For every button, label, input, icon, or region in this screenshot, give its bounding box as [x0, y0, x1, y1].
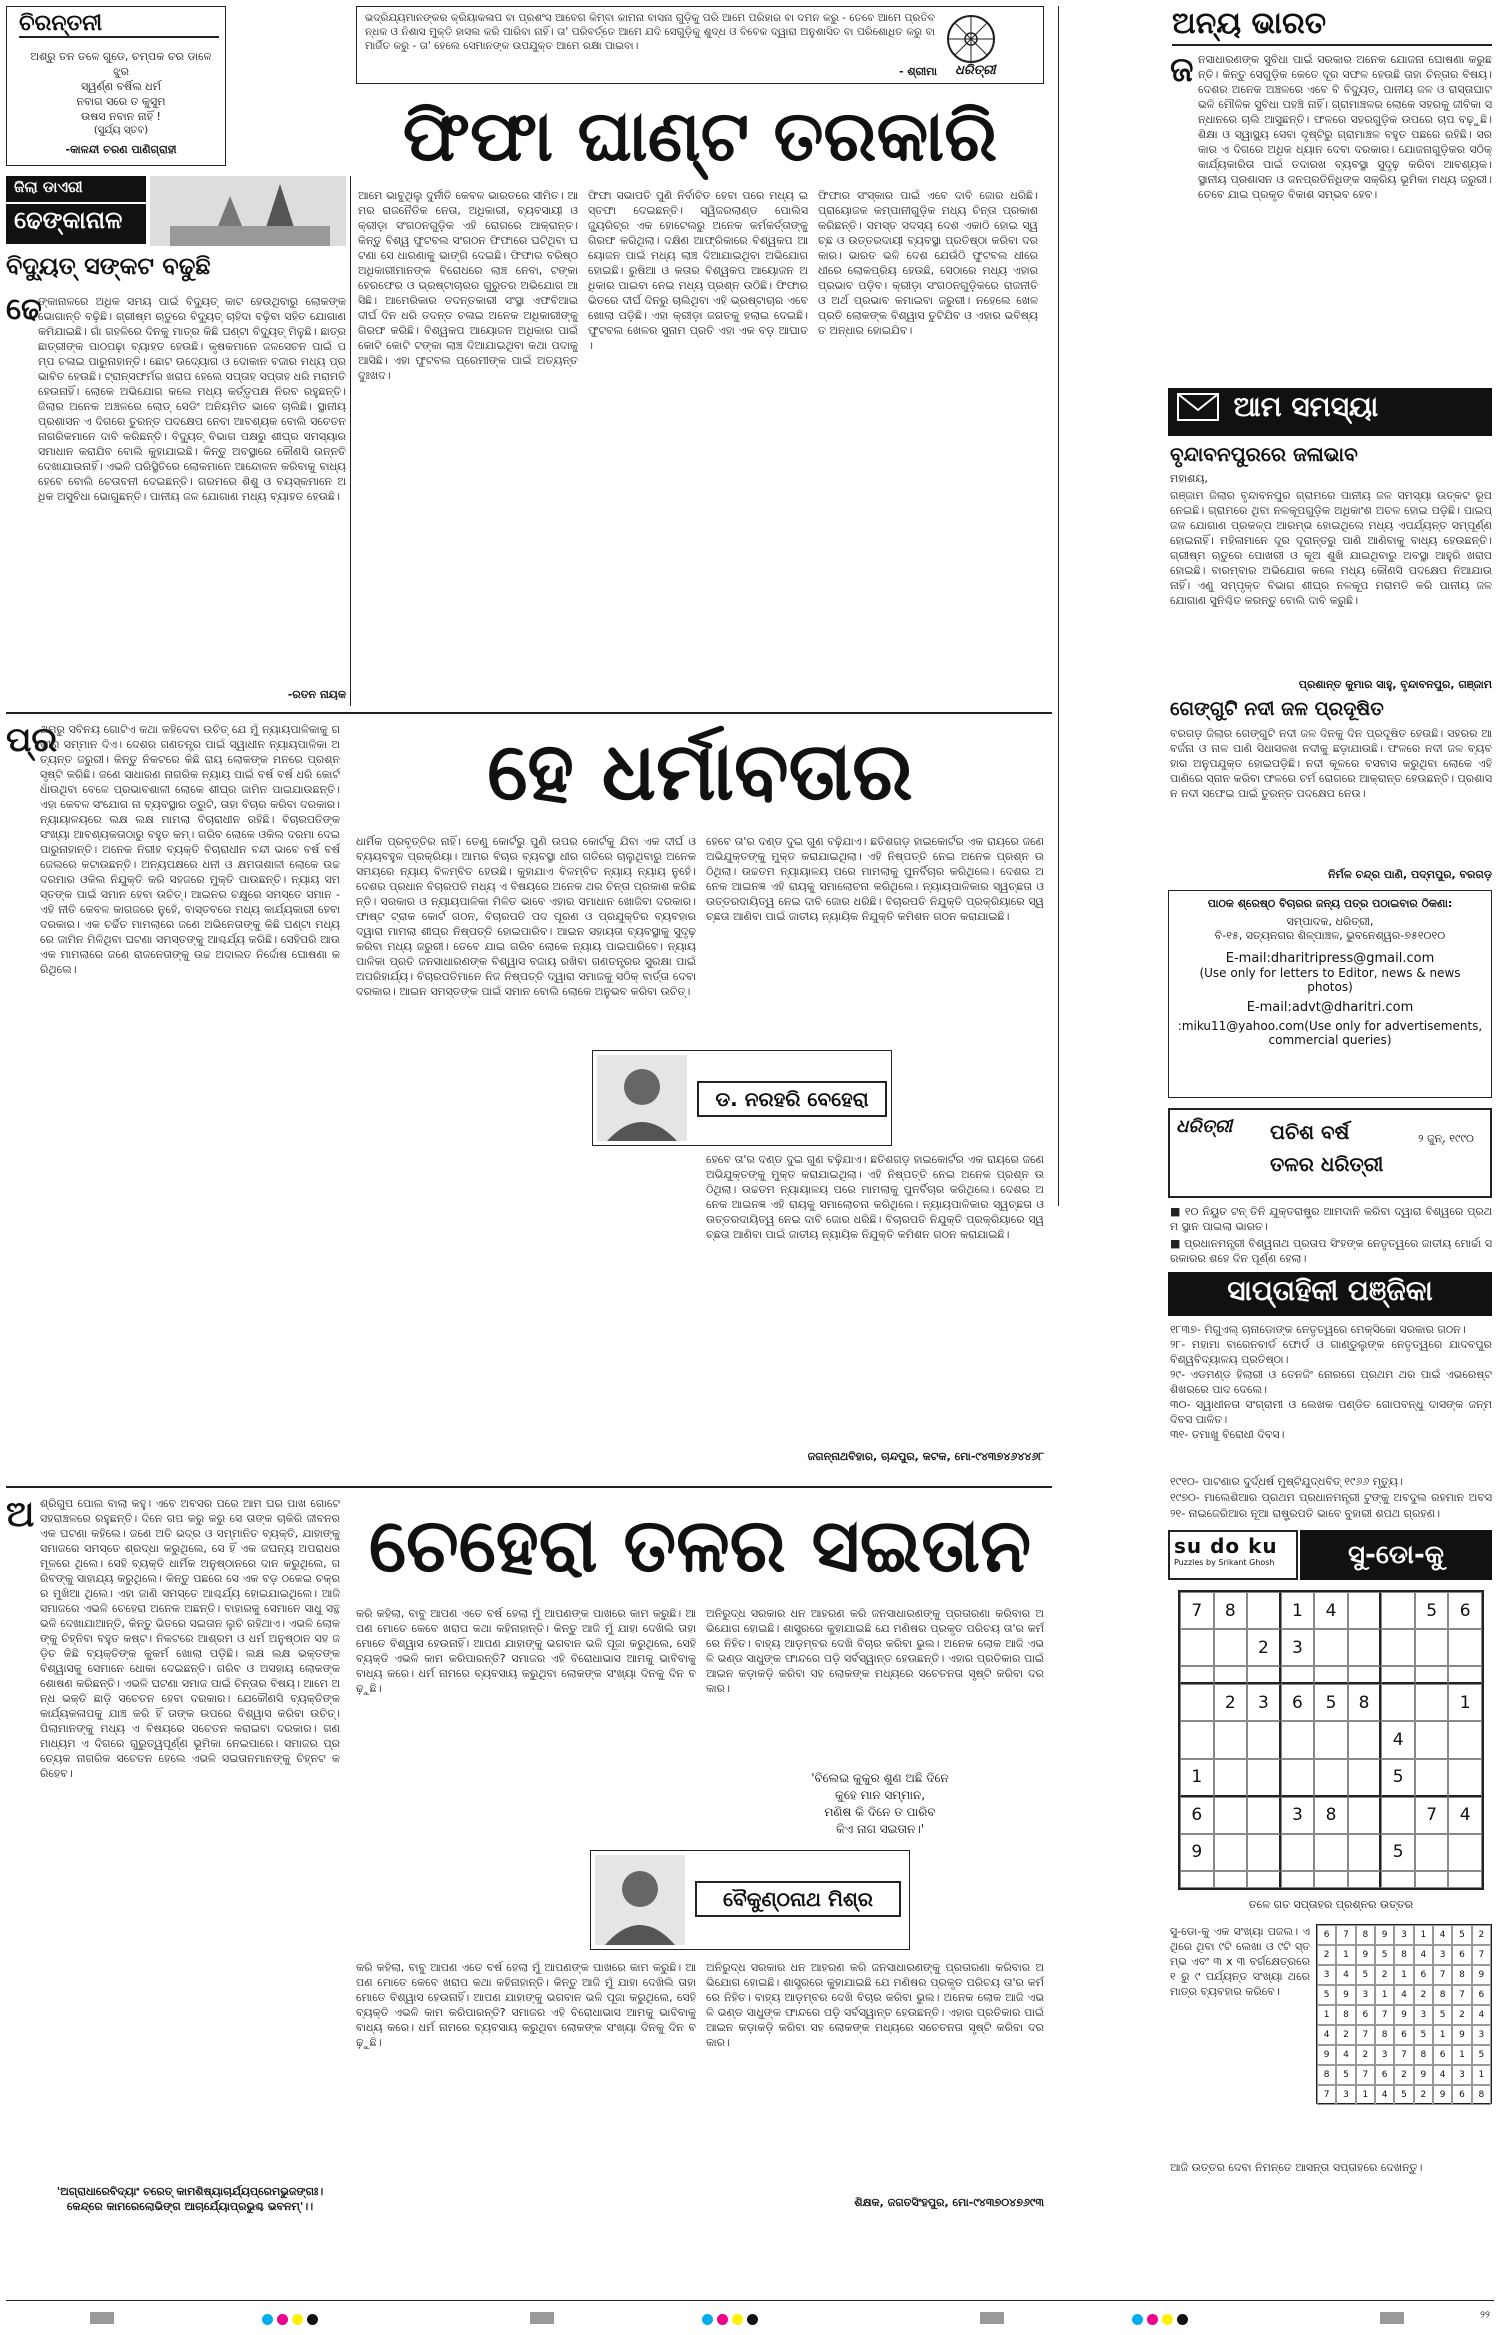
- sudoku-cell[interactable]: [1314, 1759, 1348, 1797]
- sudoku-solution-cell: 5: [1317, 1985, 1336, 2005]
- sudoku-solution-cell: 7: [1433, 1965, 1452, 1985]
- sudoku-solution-cell: 6: [1317, 1925, 1336, 1945]
- sudoku-title: ସୁ-ଡୋ-କୁ: [1300, 1530, 1492, 1580]
- fifa-col-3: ଫିଫାର ସଂସ୍କାର ପାଇଁ ଏବେ ଦାବି ଜୋର ଧରିଛି। ପ୍ରାୟୋଜକ କମ୍ପାନୀଗୁଡ଼ିକ ମଧ୍ୟ ଚିନ୍ତା ପ୍ରକାଶ କରିଛନ୍ତି। ସମସ୍ତ ସଦସ୍ୟ ଦେଶ ଏକାଠି ହୋଇ ସ୍ୱଚ୍ଛ ଓ ଉତ୍ତରଦାୟୀ ବ୍ୟବସ୍ଥା ପ୍ରତିଷ୍ଠା କରିବା ଦରକାର। ଭାରତ ଭଳି ଦେଶ ଯେଉଁଠି ଫୁଟବଲ ଧୀରେ ଧୀରେ ଲୋକପ୍ରିୟ ହେଉଛି, ସେଠାରେ ମଧ୍ୟ ଏହାର ପ୍ରଭାବ ପଡ଼ିବ। କ୍ରୀଡ଼ା ସଂଗଠନଗୁଡ଼ିକରେ ରାଜନୀତି ଓ ଅର୍ଥ ପ୍ରଭାବ କମାଇବା ଜରୁରୀ। ନହେଲେ ଖେଳ ପ୍ରତି ଲୋକଙ୍କ ବିଶ୍ୱାସ ତୁଟିଯିବ ଓ ଏହାର ଭବିଷ୍ୟତ ଅନ୍ଧାର ହୋଇଯିବ।: [818, 189, 1038, 337]
- sudoku-cell[interactable]: [1247, 1797, 1281, 1834]
- chehera-dropcap: ଅ: [6, 1494, 35, 1535]
- saptahik-title: ସାପ୍ତାହିକୀ ପଞ୍ଜିକା: [1168, 1272, 1492, 1316]
- sudoku-solution-cell: 8: [1472, 2085, 1491, 2105]
- sudoku-solution-cell: 7: [1394, 2045, 1413, 2065]
- adhunik-body: ନସାଧାରଣଙ୍କ ସୁବିଧା ପାଇଁ ସରକାର ଅନେକ ଯୋଜନା ଘୋଷଣା କରୁଛନ୍ତି। କିନ୍ତୁ ସେଗୁଡ଼ିକ କେତେ ଦୂର ସଫଳ ହେଉଛି ତାହା ଚିନ୍ତାର ବିଷୟ। ଦେଶର ଅନେକ ଅଞ୍ଚଳରେ ଏବେ ବି ବିଦ୍ୟୁତ୍, ପାନୀୟ ଜଳ ଓ ରାସ୍ତାଘାଟ ଭଳି ମୌଳିକ ସୁବିଧା ପହଞ୍ଚି ନାହିଁ। ଗ୍ରାମାଞ୍ଚଳର ଲୋକେ ସହରକୁ ଜୀବିକା ସନ୍ଧାନରେ ଚାଲି ଆସୁଛନ୍ତି। ଫଳରେ ସହରଗୁଡ଼ିକ ଉପରେ ଚାପ ବଢ଼ୁଛି। ଶିକ୍ଷା ଓ ସ୍ୱାସ୍ଥ୍ୟ ସେବା ଦୃଷ୍ଟିରୁ ଗ୍ରାମାଞ୍ଚଳ ବହୁତ ପଛରେ ରହିଛି। ସରକାର ଏ ଦିଗରେ ଅଧିକ ଧ୍ୟାନ ଦେବା ଦରକାର। ଯୋଜନାଗୁଡ଼ିକର ସଠିକ୍ କାର୍ଯ୍ୟକାରିତା ପାଇଁ ତଦାରଖ ବ୍ୟବସ୍ଥା ସୁଦୃଢ଼ କରିବା ଆବଶ୍ୟକ। ସ୍ଥାନୀୟ ପ୍ରଶାସନ ଓ ଜନପ୍ରତିନିଧିଙ୍କ ସକ୍ରିୟ ଭୂମିକା ମଧ୍ୟ ଜରୁରୀ। ତେବେ ଯାଇ ପ୍ରକୃତ ବିକାଶ ସମ୍ଭବ ହେବ।: [1198, 53, 1492, 201]
- jila-headline: ବିଦ୍ୟୁତ୍ ସଙ୍କଟ ବଢୁଛି: [6, 252, 211, 280]
- letter1-headline: ବୃନ୍ଦାବନପୁରରେ ଜଳାଭାବ: [1170, 442, 1358, 466]
- sudoku-cell[interactable]: [1415, 1834, 1449, 1871]
- sudoku-howto: ସୁ-ଡୋ-କୁ ଏକ ସଂଖ୍ୟା ପଜଲ। ଏଥିରେ ଥିବା ୯ଟି ଲେଖା ଓ ୯ଟି ସ୍ତମ୍ଭ ଏବଂ ୩ x ୩ ବର୍ଗକ୍ଷେତ୍ରରେ ୧ ରୁ ୯ ପର୍ଯ୍ୟନ୍ତ ସଂଖ୍ୟା ଥରେ ମାତ୍ର ବ୍ୟବହାର କରିବେ।: [1170, 1925, 1310, 1998]
- sudoku-cell[interactable]: [1415, 1629, 1449, 1666]
- chehera-mid-col: କରି କହିଲା, ବାବୁ ଆପଣ ଏତେ ବର୍ଷ ହେଲା ମୁଁ ଆପଣଙ୍କ ପାଖରେ କାମ କରୁଛି। ଆପଣ ମୋତେ କେବେ ଖରାପ କଥା କହିନାହାନ୍ତି। କିନ୍ତୁ ଆଜି ମୁଁ ଯାହା ଦେଖିଲି ତାହା ମୋତେ ବିଶ୍ୱାସ ହେଉନାହିଁ। ଆପଣ ଯାହାଙ୍କୁ ଭଗବାନ ଭଳି ପୂଜା କରୁଥିଲେ, ସେହି ବ୍ୟକ୍ତି ଏଭଳି କାମ କରିପାରନ୍ତି? ସମାଜର ଏହି ବିରୋଧାଭାସ ଆମକୁ ଭାବିବାକୁ ବାଧ୍ୟ କରେ। ଧର୍ମ ନାମରେ ବ୍ୟବସାୟ କରୁଥିବା ଲୋକଙ୍କ ସଂଖ୍ୟା ଦିନକୁ ଦିନ ବଢ଼ୁଛି।: [356, 1607, 696, 1695]
- dharma-address: ଜଗନ୍ନାଥବିହାର, ଚାନ୍ଦପୁର, କଟକ, ମୋ-୯୪୩୭୪୬୪୪୬୮: [807, 1450, 1044, 1463]
- sudoku-cell[interactable]: 5: [1381, 1834, 1415, 1871]
- dharitri-mini-logo: ଧରିତ୍ରୀ: [1176, 1116, 1233, 1137]
- sudoku-caption: ତଳେ ଗତ ସପ୍ତାହର ପ୍ରଶ୍ନର ଉତ୍ତର: [1248, 1898, 1414, 1911]
- sudoku-solution-cell: 5: [1356, 1965, 1375, 1985]
- contact-intro: ପାଠକ ଶ୍ରେଷ୍ଠ ବିଚାରର ଜନ୍ୟ ପତ୍ର ପଠାଇବାର ଠିକଣା:: [1207, 897, 1453, 910]
- sudoku-cell[interactable]: [1348, 1721, 1382, 1758]
- sudoku-cell[interactable]: [1314, 1629, 1348, 1666]
- pachisha-item-1: ■ ୧୦ ନିୟୁତ ଟନ୍ ତିନି ଯୁକ୍ତରାଷ୍ଟ୍ର ଆମଦାନି କରିବା ଦ୍ୱାରା ବିଶ୍ୱରେ ପ୍ରଥମ ସ୍ଥାନ ପାଇଲା ଭାରତ।: [1170, 1205, 1492, 1233]
- sudoku-cell[interactable]: 1: [1281, 1592, 1315, 1629]
- sudoku-credit: Puzzles by Srikant Ghosh: [1174, 1558, 1275, 1567]
- sudoku-solution-cell: 1: [1356, 2085, 1375, 2105]
- sudoku-cell[interactable]: [1247, 1834, 1281, 1871]
- sudoku-cell[interactable]: [1214, 1871, 1248, 1888]
- contact-address: ବି-୧୫, ସତ୍ୟନଗର ଶିଳ୍ପାଞ୍ଚଳ, ଭୁବନେଶ୍ୱର-୭୫୧୦୧୦: [1214, 929, 1446, 942]
- sudoku-cell[interactable]: 4: [1448, 1797, 1482, 1834]
- sudoku-solution-cell: 9: [1433, 2085, 1452, 2105]
- sudoku-cell[interactable]: [1381, 1666, 1415, 1684]
- sudoku-cell[interactable]: [1214, 1666, 1248, 1684]
- sudoku-solution-cell: 9: [1472, 1965, 1491, 1985]
- sudoku-cell[interactable]: [1180, 1684, 1214, 1721]
- sudoku-cell[interactable]: [1214, 1629, 1248, 1666]
- author-photo-icon: [595, 1855, 685, 1945]
- sudoku-solution-cell: 2: [1472, 1925, 1491, 1945]
- sudoku-solution-cell: 7: [1472, 1945, 1491, 1965]
- sudoku-solution-cell: 1: [1472, 2065, 1491, 2085]
- sudoku-solution-cell: 2: [1394, 2065, 1413, 2085]
- letter1-salute: ମହାଶୟ,: [1170, 472, 1208, 485]
- saptahik-foot-1: ୧୯୧୦- ପାଟଣାର ଦୁର୍ଦ୍ଧର୍ଷ ମୁଷ୍ଟିଯୁଦ୍ଧବିତ୍ ୧୯୬୬ ମୃତ୍ୟୁ।: [1170, 1475, 1403, 1488]
- fifa-col-1: ଆମେ ଭାବୁଥିଲୁ ଦୁର୍ନୀତି କେବଳ ଭାରତରେ ସୀମିତ। ଆମର ରାଜନୈତିକ ନେତା, ଅଧିକାରୀ, ବ୍ୟବସାୟୀ ଓ କ୍ରୀଡ଼ା ସଂଗଠନଗୁଡ଼ିକ ଏହି ରୋଗରେ ଆକ୍ରାନ୍ତ। କିନ୍ତୁ ବିଶ୍ୱ ଫୁଟବଲ ସଂଗଠନ ଫିଫାରେ ଘଟିଥିବା ଘଟଣା ସେ ଧାରଣାକୁ ଭାଙ୍ଗି ଦେଇଛି। ଫିଫାର ବରିଷ୍ଠ ଅଧିକାରୀମାନଙ୍କ ବିରୋଧରେ ଲାଞ୍ଚ ନେବା, ଟଙ୍କା ହେରଫେର ଓ ଭ୍ରଷ୍ଟାଚାରର ଗୁରୁତର ଅଭିଯୋଗ ଆସିଛି। ଆମେରିକାର ତଦନ୍ତକାରୀ ସଂସ୍ଥା ଏଫବିଆଇ ଦୀର୍ଘ ଦିନ ଧରି ତଦନ୍ତ ଚଳାଇ ଅନେକ ଅଧିକାରୀଙ୍କୁ ଗିରଫ କରିଛି। ବିଶ୍ୱକପ ଆୟୋଜନ ଅଧିକାର ପାଇଁ କୋଟି କୋଟି ଟଙ୍କା ଲାଞ୍ଚ ଦିଆଯାଇଥିବା କଥା ପଦାକୁ ଆସିଛି। ଏହା ଫୁଟବଲ ପ୍ରେମୀଙ୍କ ପାଇଁ ଅତ୍ୟନ୍ତ ଦୁଃଖଦ।: [358, 189, 578, 382]
- letter2-body: ବରଗଡ଼ ଜିଲାର ଗେଙ୍ଗୁଟି ନଦୀ ଜଳ ଦିନକୁ ଦିନ ପ୍ରଦୂଷିତ ହେଉଛି। ସହରର ଆବର୍ଜନା ଓ ନାଳ ପାଣି ସିଧାସଳଖ ନଦୀକୁ ଛଡ଼ାଯାଉଛି। ଫଳରେ ନଦୀ ଜଳ ବ୍ୟବହାର ଅନୁପଯୁକ୍ତ ହୋଇପଡ଼ିଛି। ନଦୀ କୂଳରେ ବସବାସ କରୁଥିବା ଲୋକେ ଏହି ପାଣିରେ ସ୍ନାନ କରିବା ଫଳରେ ଚର୍ମ ରୋଗରେ ଆକ୍ରାନ୍ତ ହେଉଛନ୍ତି। ପ୍ରଶାସନ ନଦୀ ସଫେଇ ପାଇଁ ତୁରନ୍ତ ପଦକ୍ଷେପ ନେଉ।: [1170, 727, 1492, 800]
- contact-email-2[interactable]: E-mail:advt@dharitri.com: [1246, 1000, 1414, 1015]
- sudoku-solution-cell: 3: [1414, 2005, 1433, 2025]
- sudoku-cell[interactable]: [1180, 1629, 1214, 1666]
- jila-label: ଜିଲା ଡାଏରୀ: [6, 176, 146, 202]
- sudoku-cell[interactable]: [1348, 1759, 1382, 1797]
- sudoku-cell[interactable]: [1180, 1871, 1214, 1888]
- chehera-author-box: [590, 1850, 910, 1950]
- adhunik-dropcap: ଜ: [1170, 50, 1194, 90]
- sudoku-cell[interactable]: [1281, 1721, 1315, 1758]
- sudoku-answer-note: ଆଜି ଉତ୍ତର ଦେବା ନିମନ୍ତେ ଆସନ୍ତା ସପ୍ତାହରେ ଦେଖନ୍ତୁ।: [1170, 2161, 1423, 2174]
- sudoku-cell[interactable]: 3: [1281, 1797, 1315, 1834]
- registration-marks: [0, 2308, 1500, 2328]
- color-dots-right: [1130, 2310, 1190, 2329]
- sudoku-solution-cell: 8: [1356, 1925, 1375, 1945]
- sudoku-solution-cell: 2: [1414, 1985, 1433, 2005]
- sudoku-solution-cell: 8: [1433, 1985, 1452, 2005]
- sudoku-logo-text: su do ku: [1174, 1534, 1278, 1558]
- chehera-author: ବୈକୁଣ୍ଠନାଥ ମିଶ୍ର: [695, 1881, 901, 1917]
- sudoku-solution-cell: 1: [1336, 1945, 1355, 1965]
- headline-chehera: ଚେହେରା ତଳର ସଇତାନ: [368, 1503, 1032, 1589]
- sudoku-cell[interactable]: 8: [1314, 1797, 1348, 1834]
- sudoku-cell[interactable]: [1448, 1629, 1482, 1666]
- chiranatani-title: ଚିରନ୍ତନୀ: [19, 11, 219, 38]
- sudoku-cell[interactable]: [1348, 1871, 1382, 1888]
- sudoku-cell[interactable]: [1448, 1721, 1482, 1758]
- sudoku-cell[interactable]: [1247, 1666, 1281, 1684]
- sudoku-solution-cell: 1: [1375, 1985, 1394, 2005]
- sudoku-solution-cell: 4: [1433, 2065, 1452, 2085]
- sudoku-solution-cell: 7: [1336, 1925, 1355, 1945]
- sudoku-cell[interactable]: 2: [1214, 1684, 1248, 1721]
- sudoku-cell[interactable]: [1180, 1721, 1214, 1758]
- sudoku-solution-cell: 3: [1394, 1925, 1413, 1945]
- sudoku-solution-cell: 9: [1317, 2045, 1336, 2065]
- sudoku-solution-cell: 6: [1375, 2065, 1394, 2085]
- sudoku-solution-cell: 5: [1433, 2005, 1452, 2025]
- jila-author: -ରତନ ନାୟକ: [287, 688, 346, 701]
- sudoku-cell[interactable]: [1448, 1834, 1482, 1871]
- sudoku-solution-cell: 5: [1472, 2045, 1491, 2065]
- sudoku-solution-cell: 1: [1452, 2045, 1471, 2065]
- quote-text: ଭଦ୍ରିଯ୍ୟମାନଙ୍କର କ୍ରିୟାକଳାପ ବା ପ୍ରଶଂସ ଆବେଗ କିମ୍ବା କାମନା ବାସନା ଗୁଡ଼ିକୁ ପରି ଆମେ ପରିହାର ବା ଦମନ କରୁ - ତେବେ ଆମେ ପ୍ରତିବନ୍ଧକ ଓ ନିଶାସ ମୁକ୍ତି ହାସଲ କରି ପାରିବା ନାହିଁ। ତା' ପରିବର୍ତ୍ତେ ଆମେ ଯଦି ସେଗୁଡ଼ିକୁ ଶୁଦ୍ଧ ଓ ବିବେକ ଦ୍ୱାରା ଅନୁଶାସିତ ବା ପରିଶୋଧିତ କରୁ ବା ମାର୍ଜିତ କରୁ - ତା' ହେଲେ ସେମାନଙ୍କ ଉପଯୁକ୍ତ ଆମେ ରକ୍ଷା ପାଇବା।: [365, 12, 935, 52]
- sudoku-cell[interactable]: [1381, 1797, 1415, 1834]
- sudoku-cell[interactable]: [1348, 1629, 1382, 1666]
- sudoku-solution-cell: 8: [1317, 2065, 1336, 2085]
- sudoku-cell[interactable]: [1448, 1759, 1482, 1797]
- sudoku-cell[interactable]: 2: [1247, 1629, 1281, 1666]
- sudoku-solution-cell: 3: [1336, 2085, 1355, 2105]
- sudoku-solution-cell: 4: [1375, 2085, 1394, 2105]
- sudoku-cell[interactable]: [1281, 1666, 1315, 1684]
- sudoku-cell[interactable]: [1247, 1592, 1281, 1629]
- sudoku-solution-cell: 9: [1452, 2025, 1471, 2045]
- contact-email-1[interactable]: E-mail:dharitripress@gmail.com: [1225, 951, 1435, 966]
- sudoku-solution-cell: 6: [1452, 2085, 1471, 2105]
- sudoku-solution-cell: 2: [1375, 1965, 1394, 1985]
- chakra-emblem-icon: [945, 13, 997, 65]
- sudoku-solution-cell: 2: [1356, 2045, 1375, 2065]
- color-dots-mid: [700, 2310, 760, 2329]
- sudoku-cell[interactable]: [1214, 1721, 1248, 1758]
- sudoku-solution-cell: 3: [1375, 2045, 1394, 2065]
- sudoku-cell[interactable]: 1: [1180, 1759, 1214, 1797]
- quote-author: - ଶ୍ରୀମା: [898, 65, 937, 78]
- sudoku-cell[interactable]: 6: [1448, 1592, 1482, 1629]
- sudoku-solution-cell: 5: [1414, 2025, 1433, 2045]
- sudoku-solution-cell: 2: [1336, 2025, 1355, 2045]
- sudoku-cell[interactable]: [1381, 1592, 1415, 1629]
- sudoku-cell[interactable]: 8: [1214, 1592, 1248, 1629]
- sudoku-cell[interactable]: [1348, 1797, 1382, 1834]
- chiranatani-source: (ସୁର୍ଯ୍ୟ ସ୍ତବ): [93, 125, 149, 136]
- chiranatani-author: -କାଳନ୍ଦୀ ଚରଣ ପାଣିଗ୍ରାହୀ: [65, 143, 177, 156]
- sudoku-cell[interactable]: 3: [1247, 1684, 1281, 1721]
- sudoku-solution-cell: 5: [1375, 1945, 1394, 1965]
- sudoku-cell[interactable]: [1415, 1684, 1449, 1721]
- sudoku-cell[interactable]: 1: [1448, 1684, 1482, 1721]
- sudoku-cell[interactable]: [1381, 1871, 1415, 1888]
- sudoku-cell[interactable]: 7: [1180, 1592, 1214, 1629]
- contact-box: [1168, 890, 1492, 1098]
- quote-box: [356, 6, 1044, 84]
- sudoku-solution-cell: 8: [1452, 1965, 1471, 1985]
- sudoku-cell[interactable]: [1415, 1759, 1449, 1797]
- sudoku-solution-cell: 1: [1317, 2005, 1336, 2025]
- dharma-mid-col: ଧାର୍ମିକ ପ୍ରବୃତ୍ତିର ନାହିଁ। ତେଣୁ କୋର୍ଟରୁ ପୁଣି ଉପର କୋର୍ଟକୁ ଯିବା ଏକ ଦୀର୍ଘ ଓ ବ୍ୟୟବହୁଳ ପ୍ରକ୍ରିୟା। ଆମର ବିଚାର ବ୍ୟବସ୍ଥା ଧୀର ଗତିରେ ଚାଲୁଥିବାରୁ ଅନେକ ସମୟରେ ନ୍ୟାୟ ବିଳମ୍ବିତ ହେଉଛି। କୁହାଯାଏ ବିଳମ୍ବିତ ନ୍ୟାୟ ନ୍ୟାୟ ନୁହେଁ। ଦେଶର ପ୍ରଧାନ ବିଚାରପତି ମଧ୍ୟ ଏ ବିଷୟରେ ଅନେକ ଥର ଚିନ୍ତା ପ୍ରକାଶ କରିଛନ୍ତି। ସରକାର ଓ ନ୍ୟାୟପାଳିକା ମିଳିତ ଭାବେ ଏହାର ସମାଧାନ ଖୋଜିବା ଦରକାର। ଫାଷ୍ଟ ଟ୍ରାକ କୋର୍ଟ ଗଠନ, ବିଚାରପତି ପଦ ପୂରଣ ଓ ପ୍ରଯୁକ୍ତିର ବ୍ୟବହାର ଦ୍ୱାରା ମାମଲା ଶୀଘ୍ର ନିଷ୍ପତ୍ତି ହୋଇପାରିବ। ଆଇନ ସହାୟତା ବ୍ୟବସ୍ଥାକୁ ସୁଦୃଢ଼ କରିବା ମଧ୍ୟ ଜରୁରୀ। ତେବେ ଯାଇ ଗରିବ ଲୋକେ ନ୍ୟାୟ ପାଇପାରିବେ। ନ୍ୟାୟପାଳିକା ପ୍ରତି ଜନସାଧାରଣଙ୍କ ବିଶ୍ୱାସ ବଜାୟ ରଖିବା ଗଣତନ୍ତ୍ରର ସୁରକ୍ଷା ପାଇଁ ଅପରିହାର୍ଯ୍ୟ। ବିଚାରପତିମାନେ ନିଜ ନିଷ୍ପତ୍ତି ଦ୍ୱାରା ସମାଜକୁ ସଠିକ୍ ବାର୍ତ୍ତା ଦେବା ଦରକାର। ଆଇନ ସମସ୍ତଙ୍କ ପାଇଁ ସମାନ ବୋଲି ଲୋକେ ଅନୁଭବ କରିବା ଉଚିତ୍।: [356, 835, 696, 998]
- sudoku-solution-cell: 4: [1394, 1985, 1413, 2005]
- sudoku-cell[interactable]: 5: [1381, 1759, 1415, 1797]
- jila-dropcap: ଢେ: [6, 292, 42, 327]
- sudoku-solution-cell: 5: [1452, 1925, 1471, 1945]
- pachisha-title-1: ପଚିଶ ବର୍ଷ: [1270, 1120, 1350, 1144]
- sudoku-solution-cell: 7: [1375, 2005, 1394, 2025]
- sudoku-solution-cell: 4: [1433, 1925, 1452, 1945]
- chiranatani-poem: ଅଶ୍ରୁ ତନ ତଳେ ଗୁଡେ, ଚମ୍ପକ ଚର ଡାଳେ ଝୁର ସ୍ୱର୍ଣ୍ଣ ବର୍ଷିଲ ଧର୍ମ ନବାଗ ସରେ ତ କୁସୁମ ଉଷସ ନବାନ ନାହିଁ !: [30, 50, 212, 123]
- sudoku-grid[interactable]: [1178, 1590, 1484, 1890]
- sudoku-cell[interactable]: 5: [1415, 1592, 1449, 1629]
- sudoku-solution-cell: 9: [1394, 2005, 1413, 2025]
- quote-brand: ଧରିତ୍ରୀ: [955, 63, 996, 78]
- sudoku-solution-cell: 9: [1414, 2065, 1433, 2085]
- sudoku-solution-cell: 6: [1414, 1965, 1433, 1985]
- amasamasya-title: ଆମ ସମସ୍ୟା: [1233, 390, 1379, 423]
- sudoku-solution-cell: 7: [1356, 2065, 1375, 2085]
- saptahik-foot-3: ୨୧- ନାଇଜେରିଆର ନୂଆ ରାଷ୍ଟ୍ରପତି ଭାବେ ବୁହାରୀ ଶପଥ ଗ୍ରହଣ।: [1170, 1507, 1441, 1520]
- headline-fifa: ଫିଫା ଘାଣ୍ଟ ତରକାରି: [402, 95, 998, 177]
- sudoku-cell[interactable]: 4: [1314, 1592, 1348, 1629]
- sudoku-solution-cell: 6: [1433, 2045, 1452, 2065]
- sudoku-solution-cell: 2: [1414, 2085, 1433, 2105]
- sudoku-solution-cell: 3: [1433, 1945, 1452, 1965]
- sudoku-cell[interactable]: [1214, 1797, 1248, 1834]
- sudoku-cell[interactable]: [1348, 1834, 1382, 1871]
- author-photo-icon: [597, 1055, 687, 1141]
- sudoku-solution-cell: 6: [1356, 2005, 1375, 2025]
- chehera-left-col: ଶ୍ରିଗୁପ ପୋଲ ବାଲା କହୁ। ଏବେ ଅବସର ପରେ ଆମ ଘର ପାଖ ଗୋଟେ ସହରାଞ୍ଚଳରେ ରହୁଛନ୍ତି। ଦିନେ ଗପ କରୁ କରୁ ସେ ତାଙ୍କ ଚାକିରି ଜୀବନର ଏକ ଘଟଣା କହିଲେ। ଜଣେ ଅତି ଭଦ୍ର ଓ ସମ୍ମାନିତ ବ୍ୟକ୍ତି, ଯାହାଙ୍କୁ ସମାଜରେ ସମସ୍ତେ ଶ୍ରଦ୍ଧା କରୁଥିଲେ, ସେ ହିଁ ଏକ ଜଘନ୍ୟ ଅପରାଧର ମୂଳରେ ଥିଲେ। ସେହି ବ୍ୟକ୍ତି ଧାର୍ମିକ ଅନୁଷ୍ଠାନରେ ଦାନ କରୁଥିଲେ, ଗରିବଙ୍କୁ ସାହାଯ୍ୟ କରୁଥିଲେ। କିନ୍ତୁ ପଛରେ ସେ ଏକ ବଡ଼ ଠକେଇ ଚକ୍ରର ମୁଖିଆ ଥିଲେ। ଏହା ଜାଣି ସମସ୍ତେ ଆଶ୍ଚର୍ଯ୍ୟ ହୋଇଯାଇଥିଲେ। ଆଜି ସମାଜରେ ଏଭଳି ଚେହେରା ଅନେକ ଅଛନ୍ତି। ବାହାରକୁ ସେମାନେ ସାଧୁ ସନ୍ଥ ଭଳି ଦେଖାଯାଆନ୍ତି, କିନ୍ତୁ ଭିତରେ ସଇତାନ ଲୁଚି ରହିଥାଏ। ଏଭଳି ଲୋକଙ୍କୁ ଚିହ୍ନିବା ବହୁତ କଷ୍ଟ। ନିକଟରେ ଆଶ୍ରମ ଓ ଧର୍ମ ଅନୁଷ୍ଠାନ ସହ ଜଡ଼ିତ କିଛି ବ୍ୟକ୍ତିଙ୍କ କୁକର୍ମ ଖୋଲା ପଡ଼ିଛି। ଲକ୍ଷ ଲକ୍ଷ ଭକ୍ତଙ୍କ ବିଶ୍ୱାସକୁ ସେମାନେ ଧୋକା ଦେଇଛନ୍ତି। ଗରିବ ଓ ଅସହାୟ ଲୋକଙ୍କ ଶୋଷଣ କରିଛନ୍ତି। ଏଭଳି ଘଟଣା ସମାଜ ପାଇଁ ଚିନ୍ତାର ବିଷୟ। ଆମେ ଅନ୍ଧ ଭକ୍ତି ଛାଡ଼ି ସଚେତନ ହେବା ଦରକାର। ଯେକୌଣସି ବ୍ୟକ୍ତିଙ୍କ କାର୍ଯ୍ୟକଳାପକୁ ଯାଞ୍ଚ କରି ହିଁ ତାଙ୍କ ଉପରେ ବିଶ୍ୱାସ କରିବା ଉଚିତ୍। ପିଲାମାନଙ୍କୁ ମଧ୍ୟ ଏ ବିଷୟରେ ସଚେତନ କରାଇବା ଦରକାର। ଗଣମାଧ୍ୟମ ଏ ଦିଗରେ ଗୁରୁତ୍ୱପୂର୍ଣ୍ଣ ଭୂମିକା ନେଇପାରେ। ସମାଜର ପ୍ରତ୍ୟେକ ନାଗରିକ ସଚେତନ ହେଲେ ଏଭଳି ସଇତାନମାନଙ୍କୁ ଚିହ୍ନଟ କରିହେବ।: [40, 1497, 340, 1780]
- dharma-author: ଡ. ନରହରି ବେହେରା: [697, 1081, 887, 1117]
- sudoku-cell[interactable]: [1180, 1666, 1214, 1684]
- saptahik-foot-2: ୧୯୭୦- ମାଲେଶିଆର ପ୍ରଥମ ପ୍ରଧାନମନ୍ତ୍ରୀ ଟୁଙ୍କୁ ଅବଦୁଲ ରହମାନ ଅବସ: [1170, 1491, 1492, 1504]
- sudoku-solution-cell: 5: [1394, 2085, 1413, 2105]
- sudoku-cell[interactable]: [1381, 1684, 1415, 1721]
- sudoku-cell[interactable]: 4: [1381, 1721, 1415, 1758]
- dharma-left-col: ଥମରୁ ସବିନୟ ଗୋଟିଏ କଥା କହିଦେବା ଉଚିତ୍ ଯେ ମୁଁ ନ୍ୟାୟପାଳିକାକୁ ଗଭୀର ସମ୍ମାନ ଦିଏ। ଦେଶର ଗଣତନ୍ତ୍ର ପାଇଁ ସ୍ୱାଧୀନ ନ୍ୟାୟପାଳିକା ଅତ୍ୟନ୍ତ ଜରୁରୀ। କିନ୍ତୁ ନିକଟରେ କିଛି ରାୟ ଲୋକଙ୍କ ମନରେ ପ୍ରଶ୍ନ ସୃଷ୍ଟି କରିଛି। ଜଣେ ସାଧାରଣ ନାଗରିକ ନ୍ୟାୟ ପାଇଁ ବର୍ଷ ବର୍ଷ ଧରି କୋର୍ଟ ଧାଁଉଥିବା ବେଳେ ପ୍ରଭାବଶାଳୀ ଲୋକେ ଶୀଘ୍ର ଜାମିନ ପାଇଯାଉଛନ୍ତି। ଏହା କେବଳ ସଂଯୋଗ ନା ବ୍ୟବସ୍ଥାର ତ୍ରୁଟି, ତାହା ବିଚାର କରିବା ଦରକାର। ନ୍ୟାୟାଳୟରେ ଲକ୍ଷ ଲକ୍ଷ ମାମଲା ବିଚାରାଧୀନ ରହିଛି। ବିଚାରପତିଙ୍କ ସଂଖ୍ୟା ଆବଶ୍ୟକତାଠାରୁ ବହୁତ କମ୍। ଗରିବ ଲୋକେ ଓକିଲ ଦରମା ଦେଇ ପାରୁନାହାନ୍ତି। ଅନେକ ନିରୀହ ବ୍ୟକ୍ତି ବିଚାରାଧୀନ ବନ୍ଦୀ ଭାବେ ବର୍ଷ ବର୍ଷ ଜେଲରେ କଟାଉଛନ୍ତି। ଅନ୍ୟପକ୍ଷରେ ଧନୀ ଓ କ୍ଷମତାଶାଳୀ ଲୋକେ ଉଚ୍ଚ ଦରମାର ଓକିଲ ନିଯୁକ୍ତି କରି ସହଜରେ ମୁକ୍ତି ପାଉଛନ୍ତି। ନ୍ୟାୟ ସମସ୍ତଙ୍କ ପାଇଁ ସମାନ ହେବା ଉଚିତ୍। ଆଇନର ଚକ୍ଷୁରେ ସମସ୍ତେ ସମାନ - ଏହି ନୀତି କେବଳ କାଗଜରେ ନୁହେଁ, ବାସ୍ତବରେ ମଧ୍ୟ କାର୍ଯ୍ୟକାରୀ ହେବା ଦରକାର। ଏକ ଚର୍ଚ୍ଚିତ ମାମଲାରେ ଜଣେ ଅଭିନେତାଙ୍କୁ କିଛି ଘଣ୍ଟା ମଧ୍ୟରେ ଜାମିନ ମିଳିଥିବା ଘଟଣା ସମସ୍ତଙ୍କୁ ଆଶ୍ଚର୍ଯ୍ୟ କରିଛି। ସେହିପରି ଆଉ ଏକ ମାମଲାରେ ଜଣେ ରାଜନେତାଙ୍କୁ ଉଚ୍ଚ ଅଦାଲତ ନିର୍ଦ୍ଦୋଷ ଘୋଷଣା କରିଥିଲେ।: [40, 723, 340, 976]
- sudoku-solution-cell: 7: [1317, 2085, 1336, 2105]
- sudoku-cell[interactable]: [1281, 1759, 1315, 1797]
- sudoku-solution-cell: 4: [1472, 2005, 1491, 2025]
- letter2-sign: ନିର୍ମଳ ଚନ୍ଦ୍ର ପାଣି, ପଦ୍ମପୁର, ବରଗଡ଼: [1328, 868, 1492, 881]
- sudoku-solution-cell: 3: [1317, 1965, 1336, 1985]
- sudoku-cell[interactable]: [1314, 1871, 1348, 1888]
- sudoku-cell[interactable]: [1415, 1721, 1449, 1758]
- sudoku-solution-cell: 5: [1336, 2065, 1355, 2085]
- sudoku-cell[interactable]: 5: [1314, 1684, 1348, 1721]
- amasamasya-banner: [1168, 388, 1492, 436]
- jila-body: ଙ୍କାନାଳରେ ଅଧିକ ସମୟ ପାଇଁ ବିଦ୍ୟୁତ୍ କାଟ ହେଉଥିବାରୁ ଲୋକଙ୍କ ଭୋଗାନ୍ତି ବଢ଼ିଛି। ଗ୍ରୀଷ୍ମ ଋତୁରେ ବିଦ୍ୟୁତ୍ ଚାହିଦା ବଢ଼ିବା ସହିତ ଯୋଗାଣ କମିଯାଇଛି। ଗାଁ ଗହଳିରେ ଦିନକୁ ମାତ୍ର କିଛି ଘଣ୍ଟା ବିଦ୍ୟୁତ୍ ମିଳୁଛି। ଛାତ୍ରଛାତ୍ରୀଙ୍କ ପାଠପଢ଼ା ବ୍ୟାହତ ହେଉଛି। କୃଷକମାନେ ଜଳସେଚନ ପାଇଁ ପମ୍ପ ଚଳାଇ ପାରୁନାହାନ୍ତି। ଛୋଟ ଉଦ୍ୟୋଗ ଓ ଦୋକାନ ବଜାର ମଧ୍ୟ ପ୍ରଭାବିତ ହେଉଛି। ଟ୍ରାନ୍ସଫର୍ମର ଖରାପ ହେଲେ ସପ୍ତାହ ସପ୍ତାହ ଧରି ମରାମତି ହେଉନାହିଁ। ଲୋକେ ଅଭିଯୋଗ କଲେ ମଧ୍ୟ କର୍ତ୍ତୃପକ୍ଷ ନିରବ ରହୁଛନ୍ତି। ଜିଲାର ଅନେକ ଅଞ୍ଚଳରେ ଲୋଡ୍ ସେଡିଂ ଅନିୟମିତ ଭାବେ ଚାଲିଛି। ସ୍ଥାନୀୟ ପ୍ରଶାସନ ଏ ଦିଗରେ ତୁରନ୍ତ ପଦକ୍ଷେପ ନେବା ଆବଶ୍ୟକ ବୋଲି ସଚେତନ ନାଗରିକମାନେ ଦାବି କରିଛନ୍ତି। ବିଦ୍ୟୁତ୍ ବିଭାଗ ପକ୍ଷରୁ ଶୀଘ୍ର ସମସ୍ୟାର ସମାଧାନ କରାଯିବ ବୋଲି କୁହାଯାଇଛି। କିନ୍ତୁ ଅବସ୍ଥାରେ କୌଣସି ଉନ୍ନତି ଦେଖାଯାଉନାହିଁ। ଏଭଳି ପରିସ୍ଥିତିରେ ଲୋକମାନେ ଆନ୍ଦୋଳନ କରିବାକୁ ବାଧ୍ୟ ହେବେ ବୋଲି ଚେତାବନୀ ଦେଇଛନ୍ତି। ଗରମରେ ଶିଶୁ ଓ ବୟସ୍କମାନେ ଅଧିକ ଅସୁବିଧା ଭୋଗୁଛନ୍ତି। ପାନୀୟ ଜଳ ଯୋଗାଣ ମଧ୍ୟ ବ୍ୟାହତ ହେଉଛି।: [38, 295, 346, 503]
- sudoku-solution-cell: 9: [1336, 1985, 1355, 2005]
- sudoku-solution-cell: 1: [1414, 1925, 1433, 1945]
- sudoku-cell[interactable]: 9: [1180, 1834, 1214, 1871]
- sudoku-solution-cell: 4: [1336, 2045, 1355, 2065]
- envelope-icon: [1176, 390, 1220, 424]
- sudoku-cell[interactable]: 3: [1281, 1629, 1315, 1666]
- contact-org: ସମ୍ପାଦକ, ଧରିତ୍ରୀ,: [1286, 915, 1374, 928]
- sudoku-cell[interactable]: [1281, 1834, 1315, 1871]
- chehera-quote: 'ଅଗ୍ରାଧାରେବିଦ୍ୟାଂ ଚରେତ୍ କାମଶିଷ୍ୟାଚାର୍ଯ୍ୟପ୍ରେମଭୁଜଙ୍ଗଃ। କେନ୍ଦ୍ରେ କାମରେଲୋଭିଙ୍ଗ ଆଚାର୍ଯ୍ୟୋପ୍ରଭୁଶ୍ଚ ଭବନମ୍'।।: [56, 2185, 324, 2213]
- adhunik-title: ଅନ୍ୟ ଭାରତ: [1172, 6, 1492, 46]
- sudoku-solution-cell: 8: [1336, 2005, 1355, 2025]
- pachisha-title-2: ତଳର ଧରିତ୍ରୀ: [1270, 1152, 1384, 1176]
- sudoku-cell[interactable]: [1247, 1871, 1281, 1888]
- sudoku-cell[interactable]: [1381, 1629, 1415, 1666]
- sudoku-solution-cell: 8: [1414, 2045, 1433, 2065]
- pachisha-date: ୨ ଜୁନ୍, ୧୯୯୦: [1418, 1132, 1474, 1145]
- chehera-right-col: ଅନିରୁଦ୍ଧ ସରକାର ଧନ ଆହରଣ କରି ଜନସାଧାରଣଙ୍କୁ ପ୍ରତାରଣା କରିବାର ଅଭିଯୋଗ ହୋଇଛି। ଶାସ୍ତ୍ରରେ କୁହାଯାଇଛି ଯେ ମଣିଷର ପ୍ରକୃତ ପରିଚୟ ତା'ର କର୍ମରେ ନିହିତ। ବାହ୍ୟ ଆଡ଼ମ୍ବର ଦେଖି ବିଚାର କରିବା ଭୁଲ। ଅନେକ ଲୋକ ଆଜି ଏଭଳି ଭଣ୍ଡ ସାଧୁଙ୍କ ଫାନ୍ଦରେ ପଡ଼ି ସର୍ବସ୍ୱାନ୍ତ ହେଉଛନ୍ତି। ଏହାର ପ୍ରତିକାର ପାଇଁ ଆଇନ କଡ଼ାକଡ଼ି କରିବା ସହ ଲୋକଙ୍କ ମଧ୍ୟରେ ସଚେତନତା ସୃଷ୍ଟି କରିବା ଦରକାର।: [706, 1607, 1044, 1695]
- sudoku-solution-cell: 6: [1472, 1985, 1491, 2005]
- sudoku-cell[interactable]: [1314, 1721, 1348, 1758]
- sudoku-cell[interactable]: [1314, 1834, 1348, 1871]
- sudoku-logo: [1168, 1530, 1298, 1580]
- sudoku-cell[interactable]: [1415, 1666, 1449, 1684]
- sudoku-cell[interactable]: 6: [1180, 1797, 1214, 1834]
- sudoku-solution-grid: [1316, 1924, 1492, 2104]
- sudoku-cell[interactable]: [1247, 1721, 1281, 1758]
- saptahik-body: ୧୮୩୭- ମିଗୁଏଲ୍ ଚାନାଡୋଙ୍କ ନେତୃତ୍ୱରେ ମେକ୍ସିକୋ ସରକାର ଗଠନ। ୨୮- ମହାମା ବାରେନବାର୍ଡ ଫୋର୍ଡ ଓ ଗାଣ୍ଡୁଲୁଙ୍କ ନେତୃତ୍ୱରେ ଯାଦବପୁର ବିଶ୍ୱବିଦ୍ୟାଳୟ ପ୍ରତିଷ୍ଠା। ୨୯- ଏଡମଣ୍ଡ ହିଲାରୀ ଓ ତେନଜିଂ ନୋରଗେ ପ୍ରଥମ ଥର ପାଇଁ ଏଭରେଷ୍ଟ ଶିଖରରେ ପାଦ ଦେଲେ। ୩୦- ସ୍ୱାଧୀନତା ସଂଗ୍ରାମୀ ଓ ଲେଖକ ପଣ୍ଡିତ ଗୋପବନ୍ଧୁ ଦାସଙ୍କ ଜନ୍ମ ଦିବସ ପାଳିତ। ୩୧- ତମାଖୁ ବିରୋଧୀ ଦିବସ।: [1170, 1323, 1492, 1441]
- sudoku-solution-cell: 6: [1394, 2025, 1413, 2045]
- dharma-dropcap: ପ୍ର: [6, 720, 58, 760]
- page-number: ୨୨: [1480, 2310, 1490, 2321]
- jila-district: ଢେଙ୍କାନାଳ: [6, 204, 146, 244]
- sudoku-cell[interactable]: [1247, 1759, 1281, 1797]
- sudoku-cell[interactable]: 7: [1415, 1797, 1449, 1834]
- sudoku-solution-cell: 4: [1317, 2025, 1336, 2045]
- sudoku-solution-cell: 3: [1472, 2025, 1491, 2045]
- sudoku-solution-cell: 7: [1452, 1985, 1471, 2005]
- sudoku-cell[interactable]: [1448, 1871, 1482, 1888]
- chehera-mid-col-2: କରି କହିଲା, ବାବୁ ଆପଣ ଏତେ ବର୍ଷ ହେଲା ମୁଁ ଆପଣଙ୍କ ପାଖରେ କାମ କରୁଛି। ଆପଣ ମୋତେ କେବେ ଖରାପ କଥା କହିନାହାନ୍ତି। କିନ୍ତୁ ଆଜି ମୁଁ ଯାହା ଦେଖିଲି ତାହା ମୋତେ ବିଶ୍ୱାସ ହେଉନାହିଁ। ଆପଣ ଯାହାଙ୍କୁ ଭଗବାନ ଭଳି ପୂଜା କରୁଥିଲେ, ସେହି ବ୍ୟକ୍ତି ଏଭଳି କାମ କରିପାରନ୍ତି? ସମାଜର ଏହି ବିରୋଧାଭାସ ଆମକୁ ଭାବିବାକୁ ବାଧ୍ୟ କରେ। ଧର୍ମ ନାମରେ ବ୍ୟବସାୟ କରୁଥିବା ଲୋକଙ୍କ ସଂଖ୍ୟା ଦିନକୁ ଦିନ ବଢ଼ୁଛି।: [356, 1961, 696, 2049]
- dharma-right-col: ହେବେ ତା'ର ଦଣ୍ଡ ଦୁଇ ଗୁଣ ବଢ଼ିଯାଏ। ଛତିଶଗଡ଼ ହାଇକୋର୍ଟର ଏକ ରାୟରେ ଜଣେ ଅଭିଯୁକ୍ତଙ୍କୁ ମୁକ୍ତ କରାଯାଇଥିଲା। ଏହି ନିଷ୍ପତ୍ତି ନେଇ ଅନେକ ପ୍ରଶ୍ନ ଉଠିଥିଲା। ଉଚ୍ଚତମ ନ୍ୟାୟାଳୟ ପରେ ମାମଲାକୁ ପୁନର୍ବିଚାର କରିଥିଲେ। ଦେଶର ଅନେକ ଆଇନଜ୍ଞ ଏହି ରାୟକୁ ସମାଲୋଚନା କରିଥିଲେ। ନ୍ୟାୟପାଳିକାର ସ୍ୱଚ୍ଛତା ଓ ଉତ୍ତରଦାୟିତ୍ୱ ନେଇ ଦାବି ଜୋର ଧରିଛି। ବିଚାରପତି ନିଯୁକ୍ତି ପ୍ରକ୍ରିୟାରେ ସ୍ୱଚ୍ଛତା ଆଣିବା ପାଇଁ ଜାତୀୟ ନ୍ୟାୟିକ ନିଯୁକ୍ତି କମିଶନ ଗଠନ କରାଯାଇଛି।: [706, 835, 1044, 923]
- sudoku-cell[interactable]: [1348, 1592, 1382, 1629]
- sudoku-solution-cell: 2: [1452, 2005, 1471, 2025]
- sudoku-solution-cell: 7: [1356, 2025, 1375, 2045]
- chehera-address: ଶିକ୍ଷକ, ଜଗତସିଂହପୁର, ମୋ-୯୪୩୭୦୪୭୬୯୩: [854, 2196, 1044, 2209]
- letter1-body: ଗଞ୍ଜାମ ଜିଲାର ବୃନ୍ଦାବନପୁର ଗ୍ରାମରେ ପାନୀୟ ଜଳ ସମସ୍ୟା ଉତ୍କଟ ରୂପ ନେଇଛି। ଗ୍ରାମରେ ଥିବା ନଳକୂପଗୁଡ଼ିକ ଅଧିକାଂଶ ଅଚଳ ହୋଇ ପଡ଼ିଛି। ପାଇପ୍ ଜଳ ଯୋଗାଣ ପ୍ରକଳ୍ପ ଆରମ୍ଭ ହୋଇଥିଲେ ମଧ୍ୟ ଏପର୍ଯ୍ୟନ୍ତ ସମ୍ପୂର୍ଣ୍ଣ ହୋଇନାହିଁ। ମହିଳାମାନେ ଦୂର ଦୂରାନ୍ତରୁ ପାଣି ଆଣିବାକୁ ବାଧ୍ୟ ହେଉଛନ୍ତି। ଗ୍ରୀଷ୍ମ ଋତୁରେ ପୋଖରୀ ଓ କୂଅ ଶୁଖି ଯାଇଥିବାରୁ ଅବସ୍ଥା ଆହୁରି ଖରାପ ହୋଇଛି। ବାରମ୍ବାର ଅଭିଯୋଗ କଲେ ମଧ୍ୟ କୌଣସି ପଦକ୍ଷେପ ନିଆଯାଉନାହିଁ। ଏଣୁ ସମ୍ପୃକ୍ତ ବିଭାଗ ଶୀଘ୍ର ନଳକୂପ ମରାମତି କରି ପାନୀୟ ଜଳ ଯୋଗାଣ ସୁନିଶ୍ଚିତ କରନ୍ତୁ ବୋଲି ଦାବି କରୁଛି।: [1170, 489, 1492, 607]
- chiranatani-box: [6, 6, 226, 166]
- sudoku-solution-cell: 4: [1336, 1965, 1355, 1985]
- sudoku-cell[interactable]: [1281, 1871, 1315, 1888]
- sudoku-cell[interactable]: [1314, 1666, 1348, 1684]
- sudoku-cell[interactable]: [1348, 1666, 1382, 1684]
- pachisha-item-2: ■ ପ୍ରଧାନମନ୍ତ୍ରୀ ବିଶ୍ୱନାଥ ପ୍ରତାପ ସିଂହଙ୍କ ନେତୃତ୍ୱରେ ଜାତୀୟ ମୋର୍ଚ୍ଚା ସରକାରର ଶହେ ଦିନ ପୂର୍ଣ୍ଣ ହେଲା।: [1170, 1237, 1492, 1265]
- sudoku-solution-cell: 9: [1375, 1925, 1394, 1945]
- letter1-sign: ପ୍ରଶାନ୍ତ କୁମାର ସାହୁ, ବୃନ୍ଦାବନପୁର, ଗଞ୍ଜାମ: [1298, 678, 1492, 691]
- pachisha-box: [1168, 1108, 1492, 1198]
- sudoku-cell[interactable]: [1415, 1871, 1449, 1888]
- sudoku-solution-cell: 9: [1356, 1945, 1375, 1965]
- contact-email-1-note: (Use only for letters to Editor, news & news photos): [1199, 966, 1461, 994]
- dharma-right-col-2: ହେବେ ତା'ର ଦଣ୍ଡ ଦୁଇ ଗୁଣ ବଢ଼ିଯାଏ। ଛତିଶଗଡ଼ ହାଇକୋର୍ଟର ଏକ ରାୟରେ ଜଣେ ଅଭିଯୁକ୍ତଙ୍କୁ ମୁକ୍ତ କରାଯାଇଥିଲା। ଏହି ନିଷ୍ପତ୍ତି ନେଇ ଅନେକ ପ୍ରଶ୍ନ ଉଠିଥିଲା। ଉଚ୍ଚତମ ନ୍ୟାୟାଳୟ ପରେ ମାମଲାକୁ ପୁନର୍ବିଚାର କରିଥିଲେ। ଦେଶର ଅନେକ ଆଇନଜ୍ଞ ଏହି ରାୟକୁ ସମାଲୋଚନା କରିଥିଲେ। ନ୍ୟାୟପାଳିକାର ସ୍ୱଚ୍ଛତା ଓ ଉତ୍ତରଦାୟିତ୍ୱ ନେଇ ଦାବି ଜୋର ଧରିଛି। ବିଚାରପତି ନିଯୁକ୍ତି ପ୍ରକ୍ରିୟାରେ ସ୍ୱଚ୍ଛତା ଆଣିବା ପାଇଁ ଜାତୀୟ ନ୍ୟାୟିକ ନିଯୁକ୍ତି କମିଶନ ଗଠନ କରାଯାଇଛି।: [706, 1153, 1044, 1241]
- sudoku-solution-cell: 8: [1394, 1945, 1413, 1965]
- chehera-right-col-2: ଅନିରୁଦ୍ଧ ସରକାର ଧନ ଆହରଣ କରି ଜନସାଧାରଣଙ୍କୁ ପ୍ରତାରଣା କରିବାର ଅଭିଯୋଗ ହୋଇଛି। ଶାସ୍ତ୍ରରେ କୁହାଯାଇଛି ଯେ ମଣିଷର ପ୍ରକୃତ ପରିଚୟ ତା'ର କର୍ମରେ ନିହିତ। ବାହ୍ୟ ଆଡ଼ମ୍ବର ଦେଖି ବିଚାର କରିବା ଭୁଲ। ଅନେକ ଲୋକ ଆଜି ଏଭଳି ଭଣ୍ଡ ସାଧୁଙ୍କ ଫାନ୍ଦରେ ପଡ଼ି ସର୍ବସ୍ୱାନ୍ତ ହେଉଛନ୍ତି। ଏହାର ପ୍ରତିକାର ପାଇଁ ଆଇନ କଡ଼ାକଡ଼ି କରିବା ସହ ଲୋକଙ୍କ ମଧ୍ୟରେ ସଚେତନତା ସୃଷ୍ଟି କରିବା ଦରକାର।: [706, 1961, 1044, 2049]
- sudoku-solution-cell: 1: [1394, 1965, 1413, 1985]
- sudoku-solution-cell: 3: [1452, 2065, 1471, 2085]
- sudoku-cell[interactable]: [1214, 1834, 1248, 1871]
- chehera-poem: 'ବିଲେଇ କୁକୁର ଶୁଣ ଅଛି ଦିନେ କୁହେ ମାନ ସମ୍ମାନ, ମଣିଷ କି ଦିନେ ତ ପାରିବ କିଏ ନାଗ ସଇତାନ।': [811, 1771, 949, 1836]
- headline-dharma: ହେ ଧର୍ମାବତାର: [487, 725, 913, 818]
- sudoku-solution-cell: 2: [1317, 1945, 1336, 1965]
- sudoku-cell[interactable]: 8: [1348, 1684, 1382, 1721]
- sudoku-solution-cell: 8: [1375, 2025, 1394, 2045]
- sudoku-cell[interactable]: [1448, 1666, 1482, 1684]
- temple-photo-icon: [150, 176, 346, 246]
- dharma-author-box: [592, 1050, 892, 1146]
- sudoku-solution-cell: 6: [1452, 1945, 1471, 1965]
- sudoku-cell[interactable]: [1214, 1759, 1248, 1797]
- fifa-col-2: ଫିଫା ସଭାପତି ପୁଣି ନିର୍ବାଚିତ ହେବା ପରେ ମଧ୍ୟ ଇସ୍ତଫା ଦେଇଛନ୍ତି। ସ୍ୱିଜରଲାଣ୍ଡ ପୋଲିସ ଜ୍ୟୁରିଚ୍‌ର ଏକ ହୋଟେଲରୁ ଅନେକ କର୍ମକର୍ତ୍ତାଙ୍କୁ ଗିରଫ କରିଥିଲା। ଦକ୍ଷିଣ ଆଫ୍ରିକାରେ ବିଶ୍ୱକପ ଆୟୋଜନ ପାଇଁ ମଧ୍ୟ ଲାଞ୍ଚ ଦିଆଯାଇଥିବା ଅଭିଯୋଗ ହୋଇଛି। ରୁଷିଆ ଓ କତାର ବିଶ୍ୱକପ ଆୟୋଜନ ଅଧିକାର ପାଇବା ନେଇ ମଧ୍ୟ ପ୍ରଶ୍ନ ଉଠିଛି। ଫିଫାର ଭିତରେ ଦୀର୍ଘ ଦିନରୁ ଚାଲିଥିବା ଏହି ଭ୍ରଷ୍ଟାଚାର ଏବେ ଖୋଲା ପଡ଼ିଛି। ଏହା କ୍ରୀଡ଼ା ଜଗତକୁ ହଲାଇ ଦେଇଛି। ଫୁଟବଲ ଖେଳର ସୁନାମ ପ୍ରତି ଏହା ଏକ ବଡ଼ ଆଘାତ।: [588, 189, 808, 352]
- color-dots-left: [260, 2310, 320, 2329]
- contact-email-3[interactable]: :miku11@yahoo.com(Use only for advertisements, commercial queries): [1177, 1019, 1483, 1047]
- letter2-headline: ଗେଙ୍ଗୁଟି ନଦୀ ଜଳ ପ୍ରଦୂଷିତ: [1170, 698, 1384, 720]
- sudoku-solution-cell: 1: [1433, 2025, 1452, 2045]
- sudoku-solution-cell: 4: [1414, 1945, 1433, 1965]
- sudoku-cell[interactable]: 6: [1281, 1684, 1315, 1721]
- sudoku-solution-cell: 3: [1356, 1985, 1375, 2005]
